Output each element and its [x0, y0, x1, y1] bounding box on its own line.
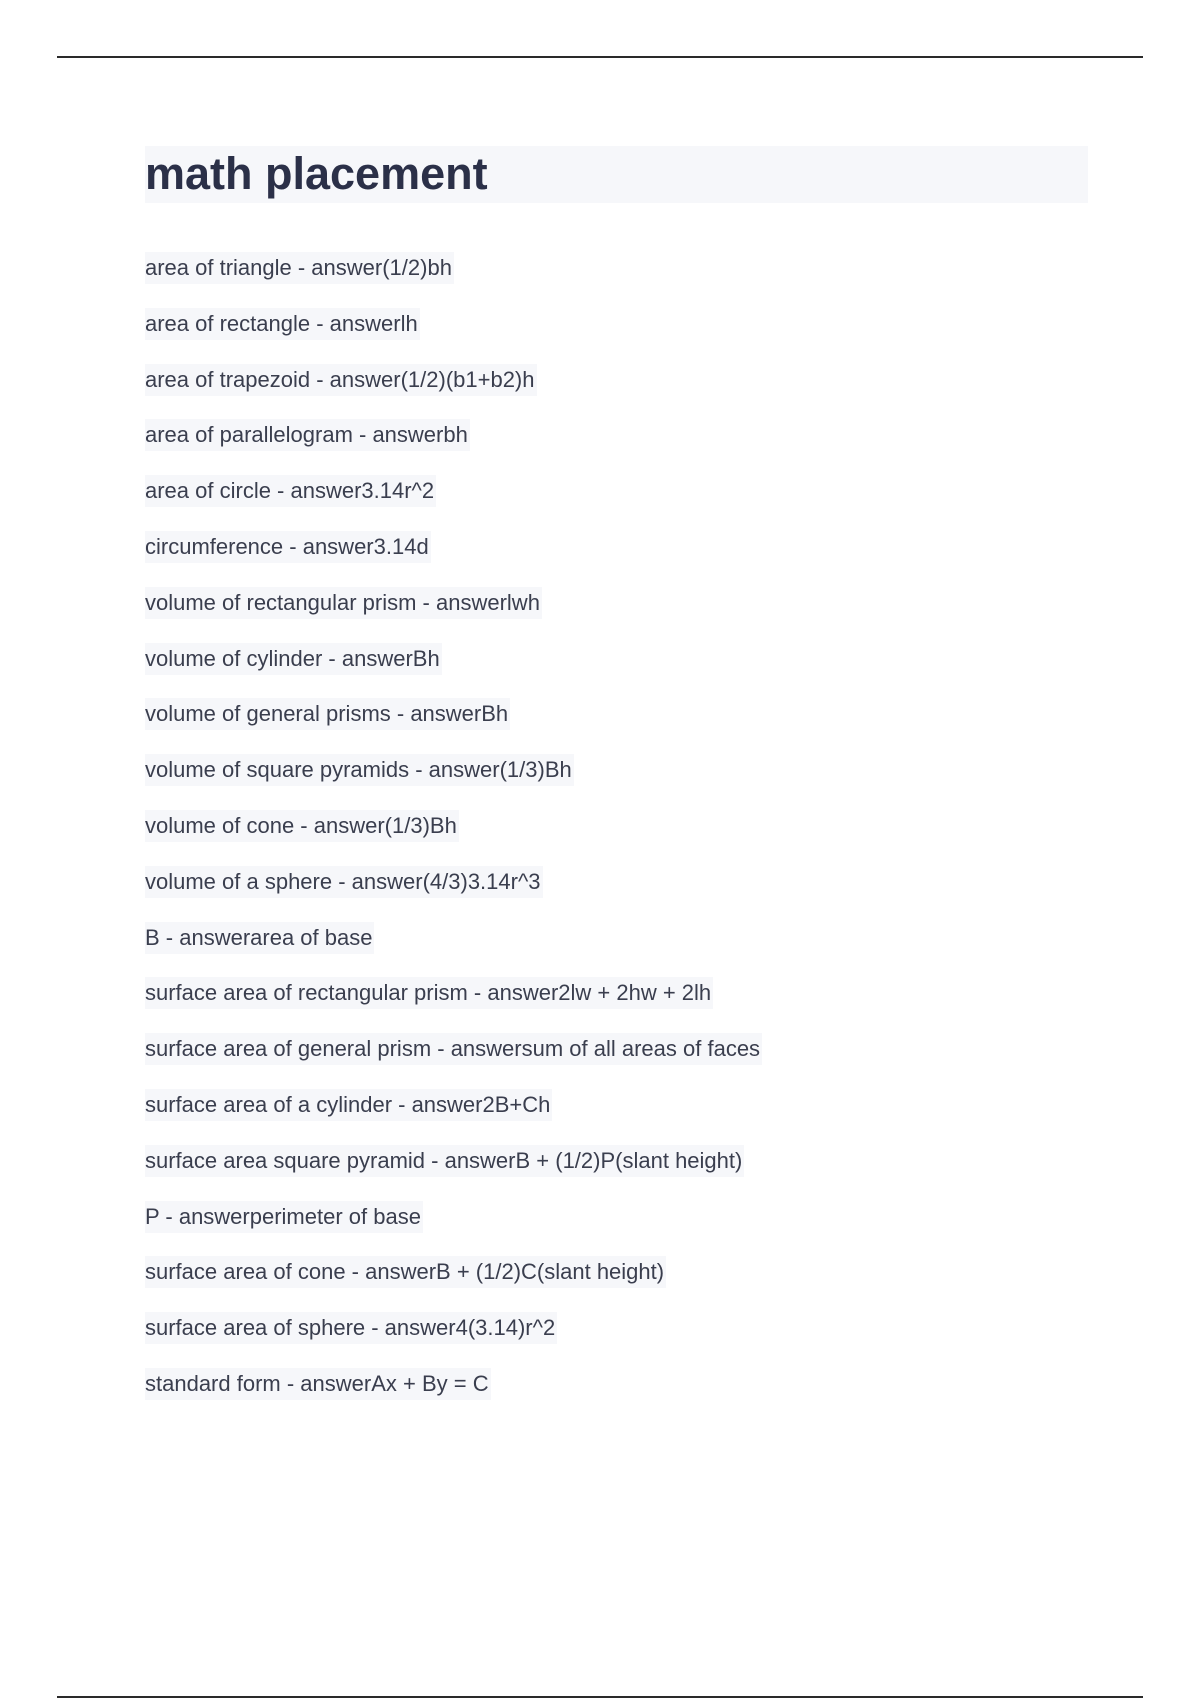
list-item [145, 252, 762, 308]
list-item [145, 698, 762, 754]
entry-text: area of rectangle - answerlh [145, 308, 420, 340]
entry-text: circumference - answer3.14d [145, 531, 431, 563]
title-banner [145, 146, 1088, 203]
footer-rule [57, 1696, 1143, 1698]
entry-text: surface area of rectangular prism - answer2lw + 2hw + 2lh [145, 977, 713, 1009]
list-item [145, 1145, 762, 1201]
list-item [145, 1033, 762, 1089]
list-item [145, 419, 762, 475]
entry-text: area of trapezoid - answer(1/2)(b1+b2)h [145, 364, 537, 396]
header-rule [57, 56, 1143, 58]
entry-text: area of triangle - answer(1/2)bh [145, 252, 454, 284]
entry-text: P - answerperimeter of base [145, 1201, 423, 1233]
entry-text: B - answerarea of base [145, 922, 374, 954]
entry-text: volume of general prisms - answerBh [145, 698, 510, 730]
list-item [145, 587, 762, 643]
page-title: math placement [145, 148, 488, 199]
list-item [145, 1256, 762, 1312]
list-item [145, 866, 762, 922]
list-item [145, 922, 762, 978]
list-item [145, 531, 762, 587]
flashcard-list [145, 252, 762, 1424]
list-item [145, 643, 762, 699]
entry-text: surface area of cone - answerB + (1/2)C(slant height) [145, 1256, 666, 1288]
entry-text: standard form - answerAx + By = C [145, 1368, 491, 1400]
entry-text: area of parallelogram - answerbh [145, 419, 470, 451]
list-item [145, 475, 762, 531]
list-item [145, 1201, 762, 1257]
list-item [145, 308, 762, 364]
list-item [145, 810, 762, 866]
list-item [145, 364, 762, 420]
entry-text: volume of rectangular prism - answerlwh [145, 587, 542, 619]
list-item [145, 1368, 762, 1424]
list-item [145, 754, 762, 810]
entry-text: volume of cone - answer(1/3)Bh [145, 810, 459, 842]
list-item [145, 1312, 762, 1368]
entry-text: volume of square pyramids - answer(1/3)Bh [145, 754, 574, 786]
list-item [145, 1089, 762, 1145]
entry-text: surface area of a cylinder - answer2B+Ch [145, 1089, 552, 1121]
list-item [145, 977, 762, 1033]
entry-text: volume of a sphere - answer(4/3)3.14r^3 [145, 866, 543, 898]
entry-text: volume of cylinder - answerBh [145, 643, 442, 675]
entry-text: surface area of general prism - answersum of all areas of faces [145, 1033, 762, 1065]
entry-text: surface area of sphere - answer4(3.14)r^2 [145, 1312, 557, 1344]
entry-text: surface area square pyramid - answerB + (1/2)P(slant height) [145, 1145, 744, 1177]
entry-text: area of circle - answer3.14r^2 [145, 475, 436, 507]
